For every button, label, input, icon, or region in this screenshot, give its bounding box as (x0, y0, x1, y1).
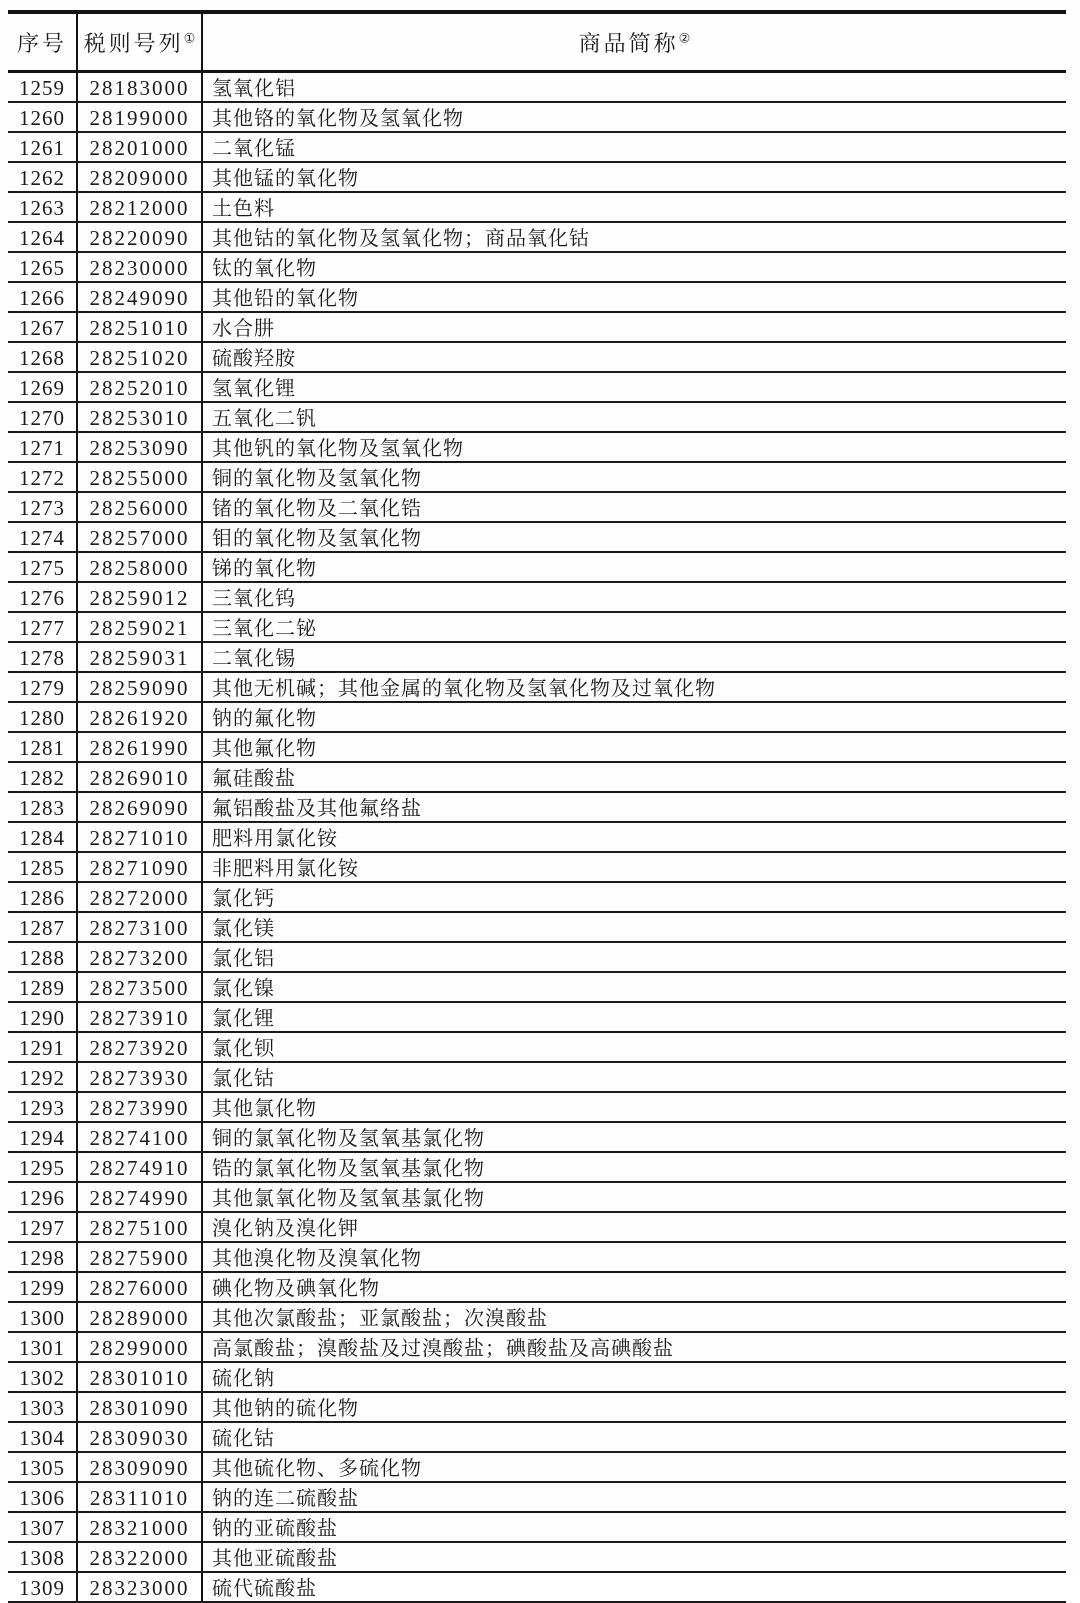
product-name-cell: 氯化钡 (202, 1032, 1066, 1062)
product-name-cell: 非肥料用氯化铵 (202, 852, 1066, 882)
tariff-code-cell: 28255000 (77, 462, 202, 492)
product-name-cell: 其他铬的氧化物及氢氧化物 (202, 102, 1066, 132)
serial-number-cell: 1292 (8, 1062, 77, 1092)
table-row (8, 462, 1066, 492)
product-name-cell: 二氧化锰 (202, 132, 1066, 162)
table-row (8, 1152, 1066, 1182)
serial-number-cell: 1295 (8, 1152, 77, 1182)
product-name-cell: 氯化锂 (202, 1002, 1066, 1032)
tariff-code-cell: 28273920 (77, 1032, 202, 1062)
product-name-cell: 肥料用氯化铵 (202, 822, 1066, 852)
serial-number-cell: 1306 (8, 1482, 77, 1512)
serial-number-cell: 1290 (8, 1002, 77, 1032)
product-name-cell: 铜的氯氧化物及氢氧基氯化物 (202, 1122, 1066, 1152)
serial-number-cell: 1300 (8, 1302, 77, 1332)
product-name-cell: 其他亚硫酸盐 (202, 1542, 1066, 1572)
table-row (8, 132, 1066, 162)
product-name-cell: 氟铝酸盐及其他氟络盐 (202, 792, 1066, 822)
header-tariff-code-label: 税则号列 (83, 30, 184, 56)
table-row (8, 282, 1066, 312)
product-name-cell: 钼的氧化物及氢氧化物 (202, 522, 1066, 552)
product-name-cell: 硫代硫酸盐 (202, 1572, 1066, 1602)
table-row (8, 1512, 1066, 1542)
tariff-code-cell: 28256000 (77, 492, 202, 522)
table-row (8, 402, 1066, 432)
product-name-cell: 氢氧化铝 (202, 72, 1066, 103)
tariff-code-cell: 28274910 (77, 1152, 202, 1182)
product-name-cell: 其他锰的氧化物 (202, 162, 1066, 192)
product-name-cell: 溴化钠及溴化钾 (202, 1212, 1066, 1242)
product-name-cell: 三氧化钨 (202, 582, 1066, 612)
tariff-code-cell: 28259090 (77, 672, 202, 702)
serial-number-cell: 1275 (8, 552, 77, 582)
tariff-code-cell: 28269010 (77, 762, 202, 792)
tariff-code-cell: 28261920 (77, 702, 202, 732)
product-name-cell: 氢氧化锂 (202, 372, 1066, 402)
table-row (8, 882, 1066, 912)
product-name-cell: 氯化铝 (202, 942, 1066, 972)
product-name-cell: 其他铅的氧化物 (202, 282, 1066, 312)
tariff-code-cell: 28311010 (77, 1482, 202, 1512)
table-header (8, 12, 1066, 72)
table-row (8, 672, 1066, 702)
serial-number-cell: 1308 (8, 1542, 77, 1572)
header-serial-number (8, 12, 77, 72)
serial-number-cell: 1284 (8, 822, 77, 852)
tariff-code-cell: 28321000 (77, 1512, 202, 1542)
serial-number-cell: 1283 (8, 792, 77, 822)
table-row (8, 1212, 1066, 1242)
serial-number-cell: 1296 (8, 1182, 77, 1212)
serial-number-cell: 1265 (8, 252, 77, 282)
tariff-code-cell: 28309030 (77, 1422, 202, 1452)
tariff-code-cell: 28271090 (77, 852, 202, 882)
serial-number-cell: 1260 (8, 102, 77, 132)
table-row (8, 852, 1066, 882)
tariff-code-cell: 28273910 (77, 1002, 202, 1032)
tariff-code-cell: 28301010 (77, 1362, 202, 1392)
product-name-cell: 氯化钴 (202, 1062, 1066, 1092)
serial-number-cell: 1303 (8, 1392, 77, 1422)
table-row (8, 102, 1066, 132)
tariff-code-cell: 28259012 (77, 582, 202, 612)
table-row (8, 342, 1066, 372)
product-name-cell: 其他次氯酸盐；亚氯酸盐；次溴酸盐 (202, 1302, 1066, 1332)
serial-number-cell: 1302 (8, 1362, 77, 1392)
serial-number-cell: 1270 (8, 402, 77, 432)
product-name-cell: 水合肼 (202, 312, 1066, 342)
tariff-code-cell: 28275100 (77, 1212, 202, 1242)
serial-number-cell: 1305 (8, 1452, 77, 1482)
header-product-name (202, 12, 1066, 72)
header-product-name-label: 商品简称 (578, 30, 679, 56)
product-name-cell: 锗的氧化物及二氧化锆 (202, 492, 1066, 522)
product-name-cell: 钠的亚硫酸盐 (202, 1512, 1066, 1542)
tariff-code-cell: 28272000 (77, 882, 202, 912)
table-row (8, 1092, 1066, 1122)
serial-number-cell: 1285 (8, 852, 77, 882)
table-body (8, 72, 1066, 1603)
serial-number-cell: 1266 (8, 282, 77, 312)
tariff-code-cell: 28261990 (77, 732, 202, 762)
tariff-code-cell: 28273500 (77, 972, 202, 1002)
tariff-code-cell: 28183000 (77, 72, 202, 103)
serial-number-cell: 1294 (8, 1122, 77, 1152)
serial-number-cell: 1273 (8, 492, 77, 522)
table-row (8, 1422, 1066, 1452)
tariff-code-cell: 28323000 (77, 1572, 202, 1602)
product-name-cell: 钠的氟化物 (202, 702, 1066, 732)
product-name-cell: 硫酸羟胺 (202, 342, 1066, 372)
table-row (8, 1452, 1066, 1482)
table-row (8, 1362, 1066, 1392)
product-name-cell: 其他氯化物 (202, 1092, 1066, 1122)
serial-number-cell: 1263 (8, 192, 77, 222)
product-name-cell: 其他氟化物 (202, 732, 1066, 762)
product-name-cell: 锆的氯氧化物及氢氧基氯化物 (202, 1152, 1066, 1182)
serial-number-cell: 1297 (8, 1212, 77, 1242)
product-name-cell: 硫化钴 (202, 1422, 1066, 1452)
product-name-cell: 高氯酸盐；溴酸盐及过溴酸盐；碘酸盐及高碘酸盐 (202, 1332, 1066, 1362)
tariff-code-cell: 28273930 (77, 1062, 202, 1092)
product-name-cell: 其他氯氧化物及氢氧基氯化物 (202, 1182, 1066, 1212)
tariff-code-cell: 28301090 (77, 1392, 202, 1422)
table-row (8, 1392, 1066, 1422)
tariff-code-cell: 28259021 (77, 612, 202, 642)
product-name-cell: 硫化钠 (202, 1362, 1066, 1392)
product-name-cell: 钠的连二硫酸盐 (202, 1482, 1066, 1512)
tariff-code-cell: 28201000 (77, 132, 202, 162)
product-name-cell: 铜的氧化物及氢氧化物 (202, 462, 1066, 492)
serial-number-cell: 1261 (8, 132, 77, 162)
serial-number-cell: 1271 (8, 432, 77, 462)
header-tariff-code (77, 12, 202, 72)
product-name-cell: 氟硅酸盐 (202, 762, 1066, 792)
serial-number-cell: 1274 (8, 522, 77, 552)
serial-number-cell: 1287 (8, 912, 77, 942)
serial-number-cell: 1278 (8, 642, 77, 672)
table-row (8, 1302, 1066, 1332)
serial-number-cell: 1286 (8, 882, 77, 912)
table-row (8, 312, 1066, 342)
serial-number-cell: 1276 (8, 582, 77, 612)
product-name-cell: 氯化镁 (202, 912, 1066, 942)
table-row (8, 942, 1066, 972)
tariff-code-cell: 28273200 (77, 942, 202, 972)
serial-number-cell: 1279 (8, 672, 77, 702)
serial-number-cell: 1298 (8, 1242, 77, 1272)
serial-number-cell: 1293 (8, 1092, 77, 1122)
table-row (8, 582, 1066, 612)
table-row (8, 642, 1066, 672)
tariff-code-cell: 28269090 (77, 792, 202, 822)
serial-number-cell: 1264 (8, 222, 77, 252)
product-name-cell: 其他钠的硫化物 (202, 1392, 1066, 1422)
tariff-code-cell: 28209000 (77, 162, 202, 192)
table-row (8, 1242, 1066, 1272)
table-row (8, 492, 1066, 522)
product-name-cell: 其他无机碱；其他金属的氧化物及氢氧化物及过氧化物 (202, 672, 1066, 702)
tariff-code-cell: 28251010 (77, 312, 202, 342)
serial-number-cell: 1289 (8, 972, 77, 1002)
serial-number-cell: 1269 (8, 372, 77, 402)
table-row (8, 1062, 1066, 1092)
tariff-code-cell: 28273990 (77, 1092, 202, 1122)
tariff-code-cell: 28273100 (77, 912, 202, 942)
tariff-code-cell: 28252010 (77, 372, 202, 402)
table-row (8, 252, 1066, 282)
table-row (8, 762, 1066, 792)
table-row (8, 162, 1066, 192)
tariff-code-cell: 28276000 (77, 1272, 202, 1302)
product-name-cell: 其他钴的氧化物及氢氧化物；商品氧化钴 (202, 222, 1066, 252)
product-name-cell: 其他硫化物、多硫化物 (202, 1452, 1066, 1482)
table-row (8, 72, 1066, 103)
serial-number-cell: 1272 (8, 462, 77, 492)
serial-number-cell: 1288 (8, 942, 77, 972)
table-row (8, 1332, 1066, 1362)
footnote-marker-1: ① (183, 30, 196, 46)
tariff-code-cell: 28253090 (77, 432, 202, 462)
table-row (8, 1572, 1066, 1602)
tariff-table (8, 10, 1066, 1603)
serial-number-cell: 1281 (8, 732, 77, 762)
tariff-code-cell: 28258000 (77, 552, 202, 582)
table-row (8, 522, 1066, 552)
product-name-cell: 氯化镍 (202, 972, 1066, 1002)
product-name-cell: 钛的氧化物 (202, 252, 1066, 282)
serial-number-cell: 1291 (8, 1032, 77, 1062)
table-row (8, 192, 1066, 222)
tariff-code-cell: 28249090 (77, 282, 202, 312)
table-row (8, 1122, 1066, 1152)
serial-number-cell: 1267 (8, 312, 77, 342)
tariff-code-cell: 28271010 (77, 822, 202, 852)
table-row (8, 222, 1066, 252)
tariff-code-cell: 28299000 (77, 1332, 202, 1362)
tariff-code-cell: 28251020 (77, 342, 202, 372)
serial-number-cell: 1280 (8, 702, 77, 732)
tariff-code-cell: 28212000 (77, 192, 202, 222)
table-row (8, 972, 1066, 1002)
footnote-marker-2: ② (678, 30, 691, 46)
table-row (8, 372, 1066, 402)
table-row (8, 552, 1066, 582)
serial-number-cell: 1304 (8, 1422, 77, 1452)
serial-number-cell: 1307 (8, 1512, 77, 1542)
product-name-cell: 其他溴化物及溴氧化物 (202, 1242, 1066, 1272)
tariff-code-cell: 28220090 (77, 222, 202, 252)
header-row (8, 12, 1066, 72)
table-row (8, 702, 1066, 732)
table-row (8, 1482, 1066, 1512)
tariff-code-cell: 28257000 (77, 522, 202, 552)
table-row (8, 1272, 1066, 1302)
product-name-cell: 土色料 (202, 192, 1066, 222)
serial-number-cell: 1309 (8, 1572, 77, 1602)
product-name-cell: 三氧化二铋 (202, 612, 1066, 642)
tariff-code-cell: 28253010 (77, 402, 202, 432)
tariff-code-cell: 28275900 (77, 1242, 202, 1272)
tariff-code-cell: 28259031 (77, 642, 202, 672)
table-row (8, 732, 1066, 762)
table-row (8, 432, 1066, 462)
serial-number-cell: 1301 (8, 1332, 77, 1362)
table-row (8, 792, 1066, 822)
product-name-cell: 五氧化二钒 (202, 402, 1066, 432)
product-name-cell: 碘化物及碘氧化物 (202, 1272, 1066, 1302)
serial-number-cell: 1268 (8, 342, 77, 372)
table-row (8, 1182, 1066, 1212)
product-name-cell: 锑的氧化物 (202, 552, 1066, 582)
tariff-code-cell: 28199000 (77, 102, 202, 132)
table-row (8, 1542, 1066, 1572)
table-row (8, 1002, 1066, 1032)
header-serial-number-label: 序号 (16, 30, 67, 56)
product-name-cell: 二氧化锡 (202, 642, 1066, 672)
table-row (8, 612, 1066, 642)
tariff-code-cell: 28309090 (77, 1452, 202, 1482)
serial-number-cell: 1299 (8, 1272, 77, 1302)
serial-number-cell: 1282 (8, 762, 77, 792)
product-name-cell: 其他钒的氧化物及氢氧化物 (202, 432, 1066, 462)
tariff-code-cell: 28230000 (77, 252, 202, 282)
product-name-cell: 氯化钙 (202, 882, 1066, 912)
tariff-code-cell: 28322000 (77, 1542, 202, 1572)
serial-number-cell: 1259 (8, 72, 77, 103)
table-row (8, 912, 1066, 942)
tariff-code-cell: 28274100 (77, 1122, 202, 1152)
table-row (8, 822, 1066, 852)
serial-number-cell: 1277 (8, 612, 77, 642)
tariff-code-cell: 28274990 (77, 1182, 202, 1212)
serial-number-cell: 1262 (8, 162, 77, 192)
tariff-code-cell: 28289000 (77, 1302, 202, 1332)
table-row (8, 1032, 1066, 1062)
